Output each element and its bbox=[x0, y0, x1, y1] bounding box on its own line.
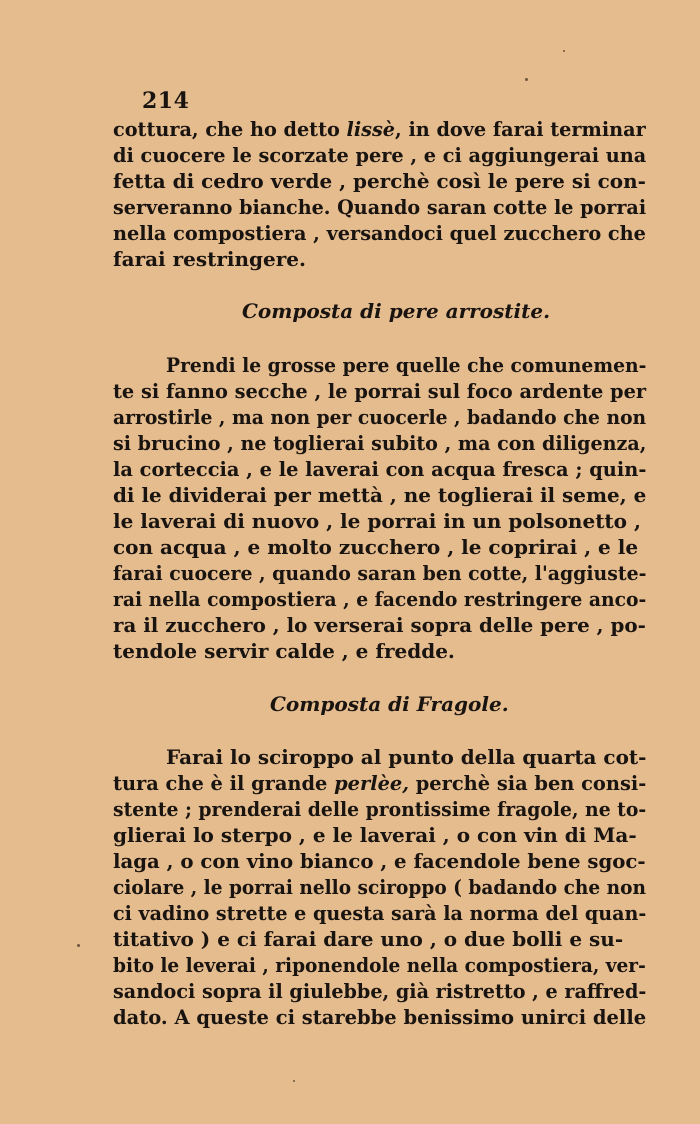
text-line bbox=[113, 770, 646, 796]
text-line: rai nella compostiera , e facendo restringere anco- bbox=[113, 587, 647, 611]
text-line: te si fanno secche , le porrai sul foco ardente per bbox=[113, 379, 647, 403]
text-line: arrostirle , ma non per cuocerle , badando che non bbox=[113, 405, 647, 429]
text-line: si brucino , ne toglierai subito , ma con diligenza, bbox=[113, 431, 647, 455]
text-line: farai cuocere , quando saran ben cotte, l'aggiuste- bbox=[113, 561, 647, 585]
text-line: glierai lo sterpo , e le laverai , o con vin di Ma- bbox=[113, 823, 637, 847]
text-line: con acqua , e molto zucchero , le coprirai , e le bbox=[113, 535, 639, 559]
text-line: bito le leverai , riponendole nella compostiera, ver- bbox=[113, 953, 646, 977]
paper-speck bbox=[563, 50, 565, 52]
text-line: le laverai di nuovo , le porrai in un polsonetto , bbox=[113, 509, 641, 533]
text-line: serveranno bianche. Quando saran cotte le porrai bbox=[113, 195, 647, 219]
text-line: tendole servir calde , e fredde. bbox=[113, 639, 455, 663]
text-line: laga , o con vino bianco , e facendole bene sgoc- bbox=[113, 849, 646, 873]
text-line: fetta di cedro verde , perchè così le pere si con- bbox=[113, 169, 646, 193]
page-number: 214 bbox=[142, 88, 190, 114]
italic-term: lissè bbox=[346, 117, 396, 141]
text-line: ciolare , le porrai nello sciroppo ( badando che non bbox=[113, 875, 646, 899]
text-line: ci vadino strette e questa sarà la norma del quan- bbox=[113, 901, 647, 925]
text-line: nella compostiera , versandoci quel zucchero che bbox=[113, 221, 646, 245]
text-segment: cottura, che ho detto bbox=[113, 117, 347, 141]
italic-term: perlèe, bbox=[334, 771, 410, 795]
text-line: ra il zucchero , lo verserai sopra delle pere , po- bbox=[113, 613, 646, 637]
text-line: farai restringere. bbox=[113, 247, 306, 271]
text-line: titativo ) e ci farai dare uno , o due bolli e su- bbox=[113, 927, 624, 951]
text-line: stente ; prenderai delle prontissime fragole, ne to- bbox=[113, 797, 647, 821]
paper-speck bbox=[525, 78, 528, 81]
paper-speck bbox=[293, 1080, 295, 1082]
text-line: di le dividerai per mettà , ne toglierai il seme, e bbox=[113, 483, 647, 507]
text-line: sandoci sopra il giulebbe, già ristretto , e raffred- bbox=[113, 979, 647, 1003]
text-line: Prendi le grosse pere quelle che comunemen- bbox=[166, 353, 647, 377]
text-line bbox=[113, 116, 646, 142]
text-segment: perchè sia ben consi- bbox=[409, 771, 647, 795]
paper-speck bbox=[77, 944, 80, 947]
text-line: Farai lo sciroppo al punto della quarta cot- bbox=[166, 745, 647, 769]
text-line: di cuocere le scorzate pere , e ci aggiungerai una bbox=[113, 143, 647, 167]
section-heading: Composta di pere arrostite. bbox=[242, 299, 551, 323]
text-segment: tura che è il grande bbox=[113, 771, 335, 795]
text-line: la corteccia , e le laverai con acqua fresca ; quin- bbox=[113, 457, 647, 481]
section-heading: Composta di Fragole. bbox=[270, 692, 509, 716]
text-segment: , in dove farai terminar bbox=[395, 117, 646, 141]
text-line: dato. A queste ci starebbe benissimo unirci delle bbox=[113, 1005, 647, 1029]
